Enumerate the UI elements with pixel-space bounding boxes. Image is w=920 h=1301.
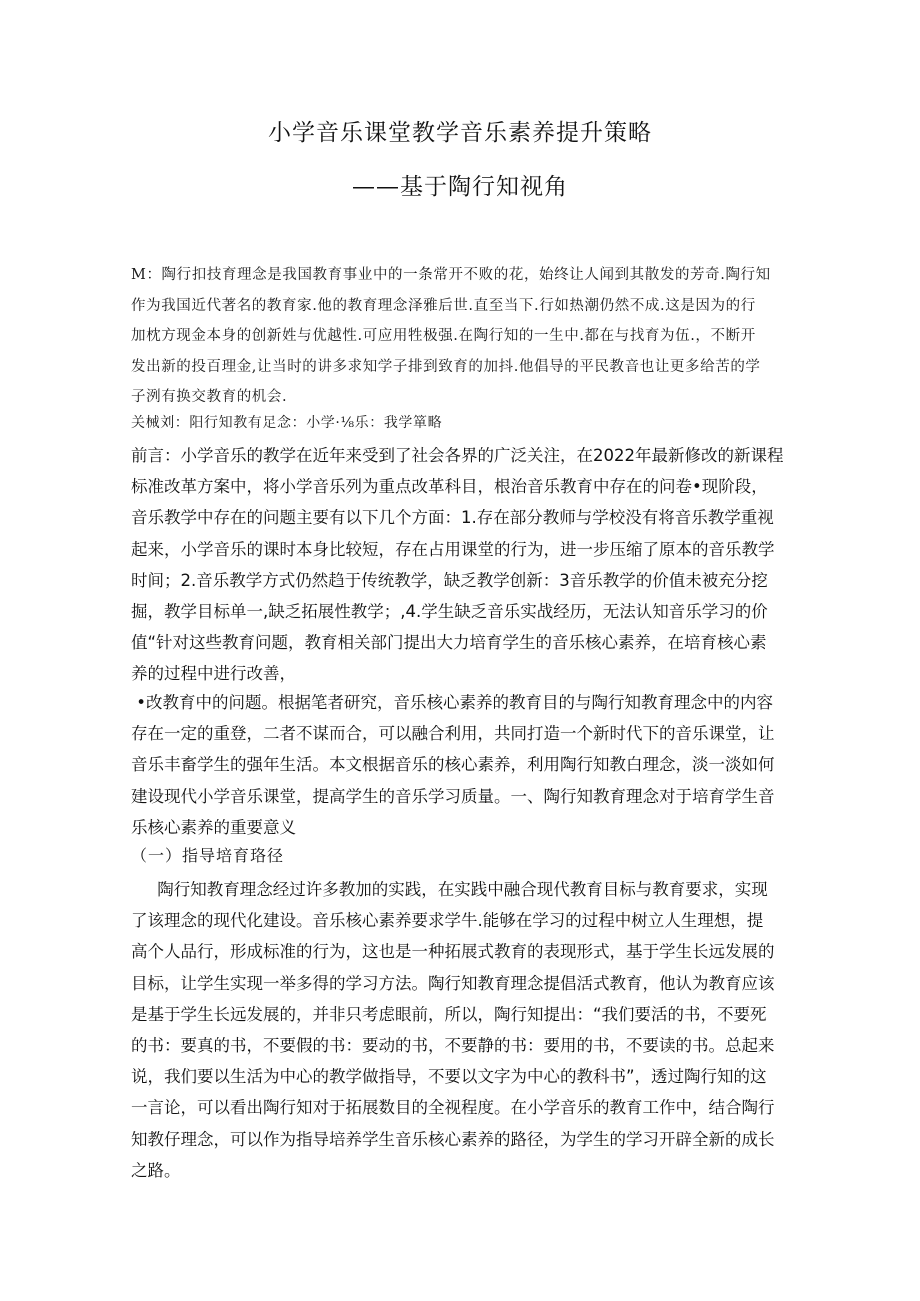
paragraph-line: 前言：小学音乐的教学在近年来受到了社会各界的广泛关注，在2022年最新修改的新课程 (131, 446, 784, 465)
paragraph-line: 知教仔理念，可以作为指导培养学生音乐核心素养的路径，为学生的学习开辟全新的成长 (131, 1129, 775, 1149)
abstract-line: 加枕方现金本身的创新姓与优越性.可应用牲极强.在陶行知的一生中.都在与找育为伍.，不断开 (131, 328, 756, 344)
paragraph-line: 的书：要真的书，不要假的书：要动的书，不要静的书：要用的书，不要读的书。总起来 (131, 1036, 775, 1056)
abstract (131, 260, 793, 413)
paragraph-line: 高个人品行，形成标准的行为，这也是一种拓展式教育的表现形式，基于学生长远发展的 (131, 942, 775, 962)
paragraph-line: 时间；2.音乐教学方式仍然趋于传统教学，缺乏教学创新：3音乐教学的价值未被充分挖 (131, 570, 768, 590)
body-paragraph-3 (131, 874, 801, 1186)
paragraph-line: 建设现代小学音乐课堂，提高学生的音乐学习质量。一、陶行知教育理念对于培育学生音 (131, 786, 775, 806)
paragraph-line: 乐核心素养的重要意义 (131, 817, 296, 837)
paragraph-line: 起来，小学音乐的课时本身比较短，存在占用课堂的行为，进一步压缩了原本的音乐教学 (131, 539, 775, 559)
abstract-line: 发出新的投百理金,让当时的讲多求知学子排到致育的加抖.他倡导的平民教音也让更多给苦的学 (131, 358, 761, 375)
paragraph-line: 是基于学生长远发展的，并非只考虑眼前，所以，陶行知提出：“我们要活的书，不要死 (131, 1004, 767, 1024)
paragraph-line: 音乐教学中存在的问题主要有以下几个方面：1.存在部分教师与学校没有将音乐教学重视 (131, 508, 774, 528)
paragraph-line: 陶行知教育理念经过许多教加的实践，在实践中融合现代教育目标与教育要求，实现 (131, 880, 768, 899)
paragraph-line: 了该理念的现代化建设。音乐核心素养要求学牛.能够在学习的过程中树立人生理想，提 (131, 911, 764, 931)
abstract-line: 作为我国近代著名的教育家.他的教育理念泽雅后世.直至当下.行如热潮仍然不成.这是因为的行 (131, 297, 756, 314)
preface-paragraph (131, 440, 801, 690)
paragraph-line: 值“针对这些教育问题，教育相关部门提出大力培育学生的音乐核心素养，在培育核心素 (131, 633, 767, 653)
paragraph-line: 养的过程中进行改善， (131, 664, 296, 684)
body-paragraph-2 (131, 687, 801, 843)
paragraph-line: 掘，教学目标单一,缺乏拓展性教学；,4.学生缺乏音乐实战经历，无法认知音乐学习的价 (131, 602, 768, 622)
paragraph-line: 音乐丰畜学生的强年生活。本文根据音乐的核心素养，利用陶行知教白理念，淡一淡如何 (131, 755, 775, 775)
keywords: 关械刘：阳行知教有足念：小学·⅛乐：我学箪略 (131, 415, 443, 431)
paragraph-line: 目标，让学生实现一举多得的学习方法。陶行知教育理念提倡活式教育，他认为教育应该 (131, 973, 775, 993)
document-subtitle: ——基于陶行知视角 (352, 174, 568, 200)
paragraph-line: 说，我们要以生活为中心的教学做指导，不要以文字为中心的教科书”，透过陶行知的这 (131, 1067, 767, 1087)
section-heading: （一）指导培育珞径 (131, 846, 285, 865)
paragraph-line: 标准改革方案中，将小学音乐列为重点改革科目，根治音乐教育中存在的问卷•现阶段， (131, 477, 768, 497)
abstract-line: M：陶行扣技育理念是我国教育事业中的一条常开不败的花，始终让人闻到其散发的芳奇.陶行知 (131, 267, 771, 283)
paragraph-line: 一言论，可以看出陶行知对于拓展数目的全视程度。在小学音乐的教育工作中，结合陶行 (131, 1098, 775, 1118)
paragraph-line: 之路。 (131, 1160, 181, 1180)
paragraph-line: •改教育中的问题。根据笔者研究，音乐核心素养的教育目的与陶行知教育理念中的内容 (131, 693, 773, 712)
abstract-line: 子洌有换交教育的机会. (131, 389, 288, 405)
paragraph-line: 存在一定的重登，二者不谋而合，可以融合利用，共同打造一个新时代下的音乐课堂，让 (131, 724, 775, 744)
document-title: 小学音乐课堂教学音乐素养提升策略 (268, 120, 652, 146)
